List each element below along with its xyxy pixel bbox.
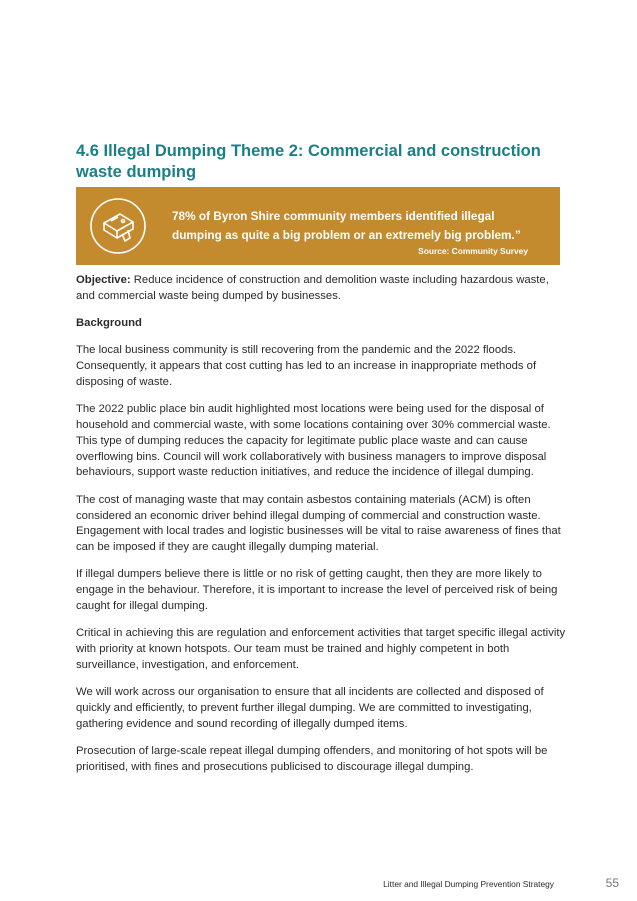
body-paragraph: Critical in achieving this are regulation and enforcement activities that target specific illegal activity with priority at known hotspots. Our team must be trained and highly competent in both surveillance, investigation, and enforcement. [76,627,566,671]
body-paragraph: The cost of managing waste that may contain asbestos containing materials (ACM) is often considered an economic driver behind illegal dumping of commercial and construction waste. Engagement with local trades and logistic businesses will be vital to raise awareness of fines that can be imposed if they are caught illegally dumping material. [76,493,561,554]
body-text [76,273,566,787]
body-paragraph: The 2022 public place bin audit highlighted most locations were being used for the disposal of household and commercial waste, with some locations containing over 30% commercial waste. This type of dumping reduces the capacity for legitimate public place waste and can cause overflowing bins. Council will work collaboratively with business managers to improve disposal behaviours, support waste reduction initiatives, and reduce the incidence of illegal dumping. [76,403,551,479]
background-heading: Background [76,317,142,330]
banner-source: Source: Community Survey [418,246,528,256]
section-heading: 4.6 Illegal Dumping Theme 2: Commercial and construction waste dumping [76,142,541,181]
banner-quote: 78% of Byron Shire community members identified illegal dumping as quite a big problem or an extremely big problem.” [172,209,521,242]
footer-document-title: Litter and Illegal Dumping Prevention Strategy [383,879,554,889]
objective-label: Objective: [76,274,131,286]
objective-paragraph [76,273,566,305]
body-paragraph: We will work across our organisation to ensure that all incidents are collected and disposed of quickly and efficiently, to prevent further illegal dumping. We are committed to investigating, gathering evidence and sound recording of illegally dumped items. [76,686,544,730]
body-paragraph: Prosecution of large-scale repeat illegal dumping offenders, and monitoring of hot spots will be prioritised, with fines and prosecutions publicised to discourage illegal dumping. [76,745,548,773]
quote-banner [76,187,560,265]
body-paragraph: The local business community is still recovering from the pandemic and the 2022 floods. Consequently, it appears that cost cutting has led to an increase in inappropriate methods of disposing of waste. [76,344,537,388]
page-number: 55 [605,876,619,890]
body-paragraph: If illegal dumpers believe there is little or no risk of getting caught, then they are more likely to engage in the behaviour. Therefore, it is important to increase the level of perceived risk of being caught for illegal dumping. [76,568,558,613]
dumped-waste-icon [89,197,147,255]
objective-text: Reduce incidence of construction and demolition waste including hazardous waste, and commercial waste being dumped by businesses. [76,274,549,302]
